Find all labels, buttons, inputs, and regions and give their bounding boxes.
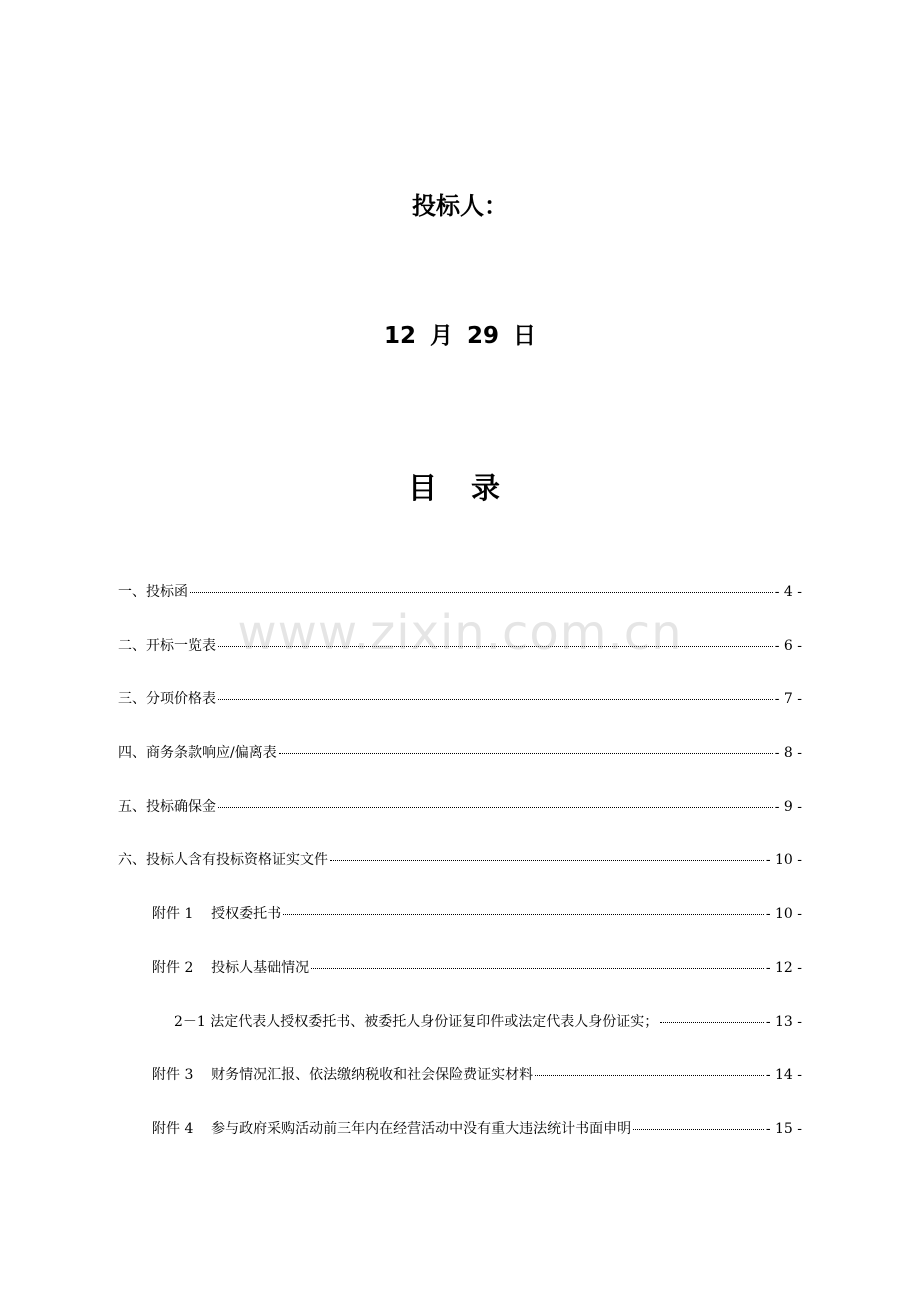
bidder-label: 投标人：	[412, 192, 508, 220]
watermark-text: www.zixin.com.cn	[237, 605, 683, 661]
toc-entry-page: - 8 -	[774, 745, 802, 762]
toc-entry-annex-2-1[interactable]	[118, 1010, 802, 1064]
dot-leader	[633, 1128, 764, 1130]
table-of-contents	[118, 580, 802, 1171]
dot-leader	[660, 1021, 764, 1023]
toc-entry-page: - 14 -	[765, 1067, 802, 1084]
dot-leader	[535, 1074, 764, 1076]
toc-entry-annex-1[interactable]	[118, 902, 802, 956]
dot-leader	[279, 752, 773, 754]
toc-entry-label: 附件 4 参与政府采购活动前三年内在经营活动中没有重大违法统计书面申明	[152, 1120, 632, 1137]
toc-entry-page: - 7 -	[774, 691, 802, 708]
toc-entry-commercial-terms[interactable]	[118, 741, 802, 795]
date-line: 12 月 29 日	[383, 323, 537, 349]
dot-leader	[218, 698, 773, 700]
toc-entry-label: 附件 1 授权委托书	[152, 906, 282, 923]
dot-leader	[283, 913, 764, 915]
toc-entry-bid-letter[interactable]	[118, 580, 802, 634]
toc-entry-page: - 13 -	[765, 1013, 802, 1030]
toc-entry-page: - 10 -	[765, 906, 802, 923]
toc-entry-label: 二、开标一览表	[118, 637, 216, 654]
dot-leader	[330, 859, 764, 861]
toc-entry-page: - 6 -	[774, 637, 802, 654]
toc-entry-bid-bond[interactable]	[118, 795, 802, 849]
toc-entry-annex-3[interactable]	[118, 1063, 802, 1117]
toc-entry-qualification-docs[interactable]	[118, 848, 802, 902]
toc-entry-label: 四、商务条款响应/偏离表	[118, 745, 277, 762]
toc-entry-page: - 15 -	[765, 1120, 802, 1137]
toc-entry-label: 附件 3 财务情况汇报、依法缴纳税收和社会保险费证实材料	[152, 1067, 534, 1084]
toc-entry-label: 一、投标函	[118, 584, 188, 600]
toc-entry-label: 六、投标人含有投标资格证实文件	[118, 852, 328, 869]
toc-entry-label: 五、投标确保金	[118, 798, 216, 815]
toc-entry-page: - 4 -	[774, 584, 802, 600]
dot-leader	[190, 591, 773, 593]
toc-entry-page: - 9 -	[774, 798, 802, 815]
toc-entry-label: 附件 2 投标人基础情况	[152, 959, 310, 976]
toc-entry-annex-4[interactable]	[118, 1117, 802, 1171]
dot-leader	[218, 645, 773, 647]
toc-entry-opening-summary[interactable]	[118, 634, 802, 688]
dot-leader	[218, 806, 773, 808]
toc-entry-label: 三、分项价格表	[118, 691, 216, 708]
toc-title: 目 录	[407, 471, 513, 505]
toc-entry-annex-2[interactable]	[118, 956, 802, 1010]
toc-entry-itemized-price[interactable]	[118, 687, 802, 741]
dot-leader	[311, 967, 764, 969]
toc-entry-page: - 12 -	[765, 959, 802, 976]
toc-entry-label: 2－1 法定代表人授权委托书、被委托人身份证复印件或法定代表人身份证实；	[174, 1013, 659, 1030]
toc-entry-page: - 10 -	[765, 852, 802, 869]
